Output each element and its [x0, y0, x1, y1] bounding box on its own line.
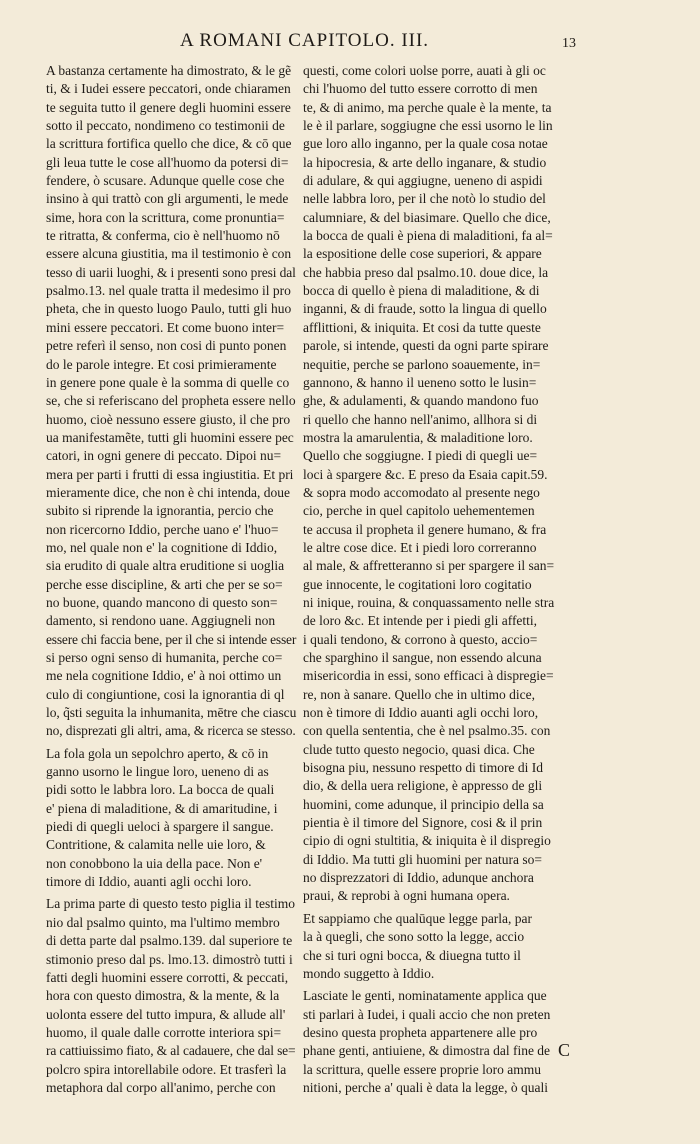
text-line: calumniare, & del biasimare. Quello che dice,: [303, 209, 551, 225]
text-line: afflittioni, & iniquita. Et cosi da tutte queste: [303, 319, 541, 335]
text-line: no buone, quando mancono di questo son=: [46, 594, 278, 610]
text-line: con quella sententia, che è nel psalmo.35. con: [303, 723, 551, 739]
right-column: [303, 62, 571, 1097]
text-line: phane genti, antiuiene, & dimostra dal fine de: [303, 1043, 551, 1059]
text-line: te ritratta, & conferma, cio è nell'huomo nō: [46, 228, 280, 244]
text-line: la hipocresia, & arte dello inganare, & studio: [303, 154, 547, 170]
left-column: [46, 62, 296, 1097]
text-line: la scrittura, quelle essere proprie loro ammu: [303, 1061, 542, 1077]
text-line: petre referì il senso, non cosi di punto ponen: [46, 338, 287, 354]
text-line: re, non à sanare. Quello che in ultimo dice,: [303, 686, 536, 702]
text-line: mera per parti i frutti di essa ingiustitia. Et pri: [46, 466, 294, 482]
text-line: di adulare, & qui aggiugne, ueneno di aspidi: [303, 173, 543, 189]
text-line: se, che si referiscano del propheta essere nello: [46, 393, 296, 409]
text-line: praui, & reprobi à ogni humana opera.: [303, 888, 510, 904]
text-line: & sopra modo accomodato al presente nego: [303, 484, 540, 500]
text-line: parole, si intende, questi da ogni parte spirare: [303, 338, 549, 354]
text-line: subito si riprende la ignorantia, percio che: [46, 503, 274, 519]
text-line: chi l'huomo del tutto essere corrotto di men: [303, 81, 538, 97]
text-line: psalmo.13. nel quale tratta il medesimo il pro: [46, 283, 291, 299]
text-line: gli leua tutte le cose all'huomo da potersi di=: [46, 154, 289, 170]
text-line: mostra la amarulentia, & maladitione loro.: [303, 429, 533, 445]
text-line: polcro spira intorellabile odore. Et trasferì la: [46, 1061, 287, 1077]
text-line: al male, & affretteranno si per spargere il san=: [303, 558, 555, 574]
text-line: do le parole integre. Et cosi primieramente: [46, 356, 277, 372]
text-line: Lasciate le genti, nominatamente applica que: [303, 988, 547, 1004]
text-line: ri quello che hanno nell'animo, allhora si di: [303, 411, 538, 427]
text-line: desino questa propheta appartenere alle pro: [303, 1024, 538, 1040]
text-line: ua manifestamẽte, tutti gli huomini essere pec: [46, 429, 294, 445]
text-line: me nela cognitione Iddio, e' à noi ottimo un: [46, 668, 282, 684]
text-line: huomo, cioè nessuno essere giusto, il che pro: [46, 411, 291, 427]
text-line: dio, & della uera religione, è appresso de gli: [303, 778, 543, 794]
paragraph: [303, 910, 571, 983]
text-line: di detta parte dal psalmo.139. dal superiore te: [46, 933, 293, 949]
text-line: hora con questo dimostra, & la mente, & la: [46, 988, 280, 1004]
text-line: de loro &c. Et intende per i piedi gli affetti,: [303, 613, 538, 629]
text-line: La fola gola un sepolchro aperto, & cō in: [46, 745, 269, 761]
text-line: stimonio preso dal ps. lmo.13. dimostrò tutti i: [46, 951, 293, 967]
text-line: essere chi faccia bene, per il che si intende esser: [46, 631, 297, 647]
text-line: misericordia in essi, sono efficaci à dispregie=: [303, 668, 554, 684]
text-line: metaphora dal corpo all'animo, perche con: [46, 1079, 276, 1095]
running-head: A ROMANI CAPITOLO. III.: [180, 30, 430, 51]
text-line: damento, si rendono uane. Aggiugneli non: [46, 613, 276, 629]
text-line: la scrittura fortifica quello che dice, & cō que: [46, 136, 292, 152]
text-line: la espositione delle cose superiori, & appare: [303, 246, 542, 262]
text-line: Contritione, & calamita nelle uie loro, &: [46, 837, 266, 853]
text-line: gue loro allo inganno, per la quale cosa notae: [303, 136, 548, 152]
text-line: sti parlari à Iudei, i quali accio che non preten: [303, 1006, 551, 1022]
text-line: non è timore di Iddio auanti agli occhi loro,: [303, 705, 539, 721]
text-line: non conobbono la uia della pace. Non e': [46, 855, 263, 871]
text-line: si perso ogni senso di humanita, perche co=: [46, 650, 283, 665]
text-line: mini essere peccatori. Et come buono inter=: [46, 319, 285, 335]
text-line: bocca di quello è piena di maladitione, & di: [303, 283, 540, 299]
text-line: fatti degli huomini essere corrotti, & peccati,: [46, 969, 289, 985]
text-line: la bocca de quali è piena di maladitioni, fa al=: [303, 228, 553, 244]
text-line: catori, in ogni genere di peccato. Dipoi nu=: [46, 448, 282, 464]
text-line: timore di Iddio, auanti agli occhi loro.: [46, 874, 252, 890]
text-line: lo, q̃sti seguita la inhumanita, mētre che ciascu: [46, 705, 297, 721]
text-line: loci à spargere &c. E preso da Esaia capit.59.: [303, 466, 548, 482]
text-line: gannono, & hanno il ueneno sotto le lusin=: [303, 374, 537, 390]
text-line: tesso di uarii luoghi, & i presenti sono presi dal: [46, 264, 296, 280]
text-line: le altre cose dice. Et i piedi loro correranno: [303, 539, 537, 555]
text-line: no, disprezati gli altri, ama, & ricerca se stesso.: [46, 723, 296, 739]
text-line: la à quegli, che sono sotto la legge, accio: [303, 929, 525, 945]
text-line: ghe, & adulamenti, & quando mandono fuo: [303, 393, 539, 409]
text-line: te seguita tutto il genere degli huomini essere: [46, 99, 291, 115]
text-line: pheta, che in questo luogo Paulo, tutti gli huo: [46, 301, 292, 317]
text-line: ganno usorno le lingue loro, ueneno di as: [46, 764, 269, 780]
text-line: culo di congiuntione, cosi la ignorantia di ql: [46, 686, 285, 702]
text-line: mondo suggetto à Iddio.: [303, 965, 435, 981]
text-line: nio dal psalmo quinto, ma l'ultimo membro: [46, 914, 280, 930]
text-line: inganni, & di fraude, sotto la lingua di quello: [303, 301, 547, 317]
text-line: ti, & i Iudei essere peccatori, onde chiaramen: [46, 81, 291, 97]
paragraph: [46, 62, 296, 741]
text-line: A bastanza certamente ha dimostrato, & le gẽ: [46, 63, 292, 78]
text-line: in genere pone quale è la somma di quelle co: [46, 374, 290, 390]
text-line: La prima parte di questo testo piglia il testimo: [46, 896, 295, 912]
text-line: Quello che soggiugne. I piedi di quegli ue=: [303, 448, 538, 464]
text-line: e' piena di maladitione, & di amaritudine, i: [46, 800, 278, 816]
text-line: nitioni, perche a' quali è data la legge, ò quali: [303, 1079, 548, 1095]
text-line: mo, nel quale non e' la cognitione di Iddio,: [46, 539, 278, 555]
text-line: pientia è il timore del Signore, cosi & il prin: [303, 815, 543, 831]
text-line: pidi sotto le labbra loro. La bocca de quali: [46, 782, 275, 798]
text-line: non ricercorno Iddio, perche uano e' l'huo=: [46, 521, 279, 537]
text-line: perche esse discipline, & arti che per se so=: [46, 576, 283, 592]
text-line: piedi di quegli ueloci à spargere il sangue.: [46, 819, 274, 835]
paragraph: [303, 62, 571, 906]
text-line: te, & di animo, ma perche quale è la mente, ta: [303, 99, 552, 115]
text-line: cio, perche in quel capitolo uehementemen: [303, 503, 535, 519]
text-line: i quali tendono, & corrono à questo, accio=: [303, 631, 538, 647]
paragraph: [303, 987, 571, 1097]
text-line: te accusa il propheta il genere humano, & fra: [303, 521, 547, 537]
text-line: uolonta essere del tutto impura, & allude all': [46, 1006, 286, 1022]
text-line: le è il parlare, soggiugne che essi usorno le lin: [303, 118, 553, 134]
text-line: che habbia preso dal psalmo.10. doue dice, la: [303, 264, 549, 280]
text-line: sime, hora con la scrittura, come pronuntia=: [46, 209, 285, 225]
text-line: nequitie, perche se parlono soauemente, in=: [303, 356, 541, 372]
text-line: ni inique, rouina, & conquassamento nelle stra: [303, 594, 555, 610]
text-line: sotto il peccato, nondimeno co testimonii de: [46, 118, 285, 134]
text-line: no disprezzatori di Iddio, adunque anchora: [303, 870, 534, 886]
text-line: questi, come colori uolse porre, auati à gli oc: [303, 63, 546, 78]
text-line: insino à qui trattò con gli argumenti, le mede: [46, 191, 289, 207]
paragraph: [46, 895, 296, 1097]
text-line: cipio di ogni stultitia, & iniquita è il dispregio: [303, 833, 551, 849]
text-line: che si turi ogni bocca, & diuegna tutto il: [303, 947, 521, 963]
text-line: fendere, ò scusare. Adunque quelle cose che: [46, 173, 285, 189]
text-line: ra cattiuissimo fiato, & al cadauere, che dal se=: [46, 1043, 296, 1059]
text-line: huomini, come adunque, il principio della sa: [303, 796, 544, 812]
text-line: che sparghino il sangue, non essendo alcuna: [303, 650, 542, 665]
text-line: Et sappiamo che qualūque legge parla, par: [303, 910, 533, 926]
text-line: sia erudito di quale altra eruditione si uoglia: [46, 558, 285, 574]
text-line: di Iddio. Ma tutti gli huomini per natura so=: [303, 851, 542, 867]
text-line: nelle labbra loro, per il che notò lo studio del: [303, 191, 546, 207]
text-line: huomo, il quale dalle corrotte interiora spi=: [46, 1024, 282, 1040]
text-line: gue innocente, le cogitationi loro cogitatio: [303, 576, 532, 592]
text-line: bisogna piu, nessuno respetto di timore di Id: [303, 760, 543, 776]
signature-mark: C: [558, 1040, 571, 1060]
text-line: mieramente dice, che non è chi intenda, doue: [46, 484, 291, 500]
text-line: clude tutto questo negocio, quasi dica. Che: [303, 741, 535, 757]
text-line: essere alcuna giustitia, ma il testimonio è con: [46, 246, 292, 262]
page-number: 13: [562, 36, 576, 51]
paragraph: [46, 745, 296, 892]
